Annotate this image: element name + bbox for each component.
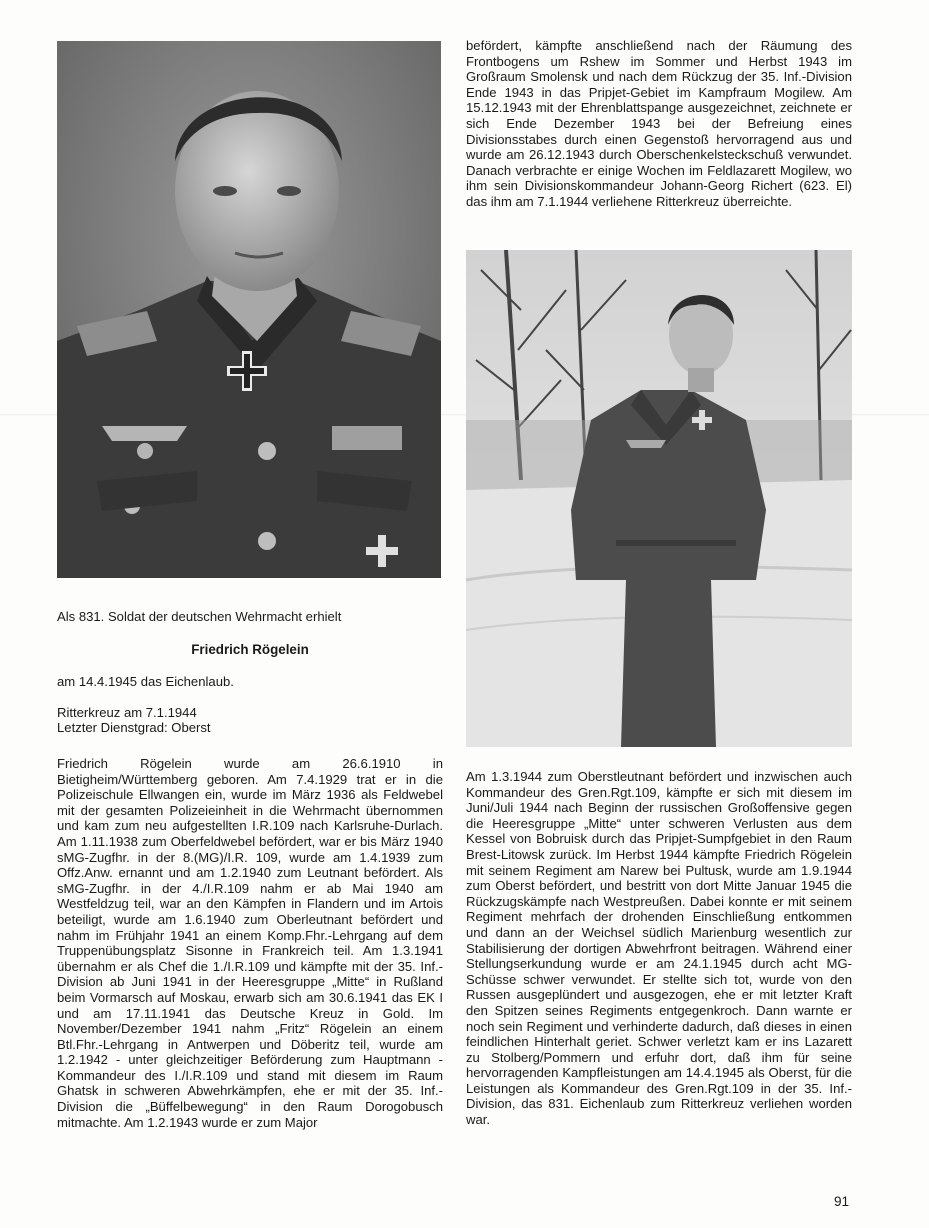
last-rank: Letzter Dienstgrad: Oberst [57, 720, 211, 736]
intro-award-date: am 14.4.1945 das Eichenlaub. [57, 674, 234, 690]
standing-photo [466, 250, 852, 747]
biography-right-top: befördert, kämpfte anschließend nach der Räumung des Frontbogens um Rshew im Sommer und Herbst 1943 im Großraum Smolensk und nach dem Rückzug der 35. Inf.-Division Ende 1943 in das Pripjet-Gebiet im Kampfraum Mogilew. Am 15.12.1943 mit der Ehrenblattspange ausgezeichnet, zeichnete er sich Ende Dezember 1943 bei der Befreiung eines Divisionsstabes durch einen Gegenstoß hervorragend aus und wurde am 26.12.1943 durch Oberschenkelsteckschuß verwundet. Danach verbrachte er einige Wochen im Feldlazarett Mogilew, wo ihm sein Divisionskommandeur Johann-Georg Richert (623. El) das ihm am 7.1.1944 verliehene Ritterkreuz überreichte. [466, 38, 852, 209]
portrait-photo [57, 41, 441, 578]
page-number: 91 [834, 1194, 850, 1209]
award-intro [57, 609, 443, 736]
intro-line: Als 831. Soldat der deutschen Wehrmacht erhielt [57, 609, 342, 624]
biography-left-column: Friedrich Rögelein wurde am 26.6.1910 in Bietigheim/Württemberg geboren. Am 7.4.1929 trat er in die Polizeischule Ellwangen ein, wurde im März 1936 als Feldwebel mit der gesamten Polizeieinheit in die Wehrmacht übernommen und kam zum neu aufgestellten I.R.109 nach Karlsruhe-Durlach. Am 1.11.1938 zum Oberfeldwebel befördert, war er bis März 1940 sMG-Zugfhr. in der 8.(MG)/I.R. 109, wurde am 1.4.1939 zum Offz.Anw. ernannt und am 1.2.1940 zum Leutnant befördert. Als sMG-Zugfhr. in der 4./I.R.109 nahm er ab Mai 1940 am Westfeldzug teil, war an den Kämpfen in Flandern und im Artois beteiligt, wurde am 1.6.1940 zum Oberleutnant befördert und nahm im Frühjahr 1941 an einem Komp.Fhr.-Lehrgang auf dem Truppenübungsplatz Sisonne in Frankreich teil. Am 1.3.1941 übernahm er als Chef die 1./I.R.109 und kämpfte mit der 35. Inf.-Division ab Juni 1941 in der Heeresgruppe „Mitte“ in Rußland beim Vormarsch auf Moskau, erwarb sich am 30.6.1941 das EK I und am 17.11.1941 das Deutsche Kreuz in Gold. Im November/Dezember 1941 nahm „Fritz“ Rögelein an einem Btl.Fhr.-Lehrgang in Antwerpen und Döberitz teil, wurde am 1.2.1942 - unter gleichzeitiger Beförderung zum Hauptmann - Kommandeur des I./I.R.109 und stand mit diesem im Raum Ghatsk in schweren Abwehrkämpfen, ehe er mit der 35. Inf.-Division die „Büffelbewegung“ in den Raum Dorogobusch mitmachte. Am 1.2.1943 wurde er zum Major [57, 756, 443, 1130]
biography-right-bottom: Am 1.3.1944 zum Oberstleutnant befördert und inzwischen auch Kommandeur des Gren.Rgt.109, kämpfte er sich mit diesem im Juni/Juli 1944 nach Beginn der russischen Großoffensive gegen die Heeresgruppe „Mitte“ unter schweren Verlusten aus dem Kessel von Bobruisk durch das Pripjet-Sumpfgebiet in den Raum Brest-Litowsk zurück. Im Herbst 1944 kämpfte Friedrich Rögelein mit seinem Regiment am Narew bei Pultusk, wurde am 1.9.1944 zum Oberst befördert, und bestritt von dort Mitte Januar 1945 die Rückzugskämpfe nach Westpreußen. Dabei konnte er mit seinem Regiment mehrfach der drohenden Einschließung entkommen und dann an der Weichsel südlich Marienburg wesentlich zur Stabilisierung der dortigen Abwehrfront beitragen. Während einer Stellungserkundung wurde er am 24.1.1945 durch acht MG-Schüsse schwer verwundet. Er stellte sich tot, wurde von den Russen ausgeplündert und ausgezogen, ehe er mit letzter Kraft den Spitzen seines Regiments entgegenkroch. Dann warnte er noch sein Regiment und verhinderte dadurch, daß dieses in einen feindlichen Hinterhalt geriet. Schwer verletzt kam er ins Lazarett zu Stolberg/Pommern und erfuhr dort, daß ihm für seine hervorragenden Kampfleistungen am 14.4.1945 als Oberst, für die Leistungen als Kommandeur des Gren.Rgt.109 in der 35. Inf.-Division, das 831. Eichenlaub zum Ritterkreuz verliehen worden war. [466, 769, 852, 1128]
person-name: Friedrich Rögelein [191, 641, 309, 657]
knights-cross-date: Ritterkreuz am 7.1.1944 [57, 704, 197, 720]
portrait-photo-image [57, 41, 441, 578]
standing-photo-image [466, 250, 852, 747]
